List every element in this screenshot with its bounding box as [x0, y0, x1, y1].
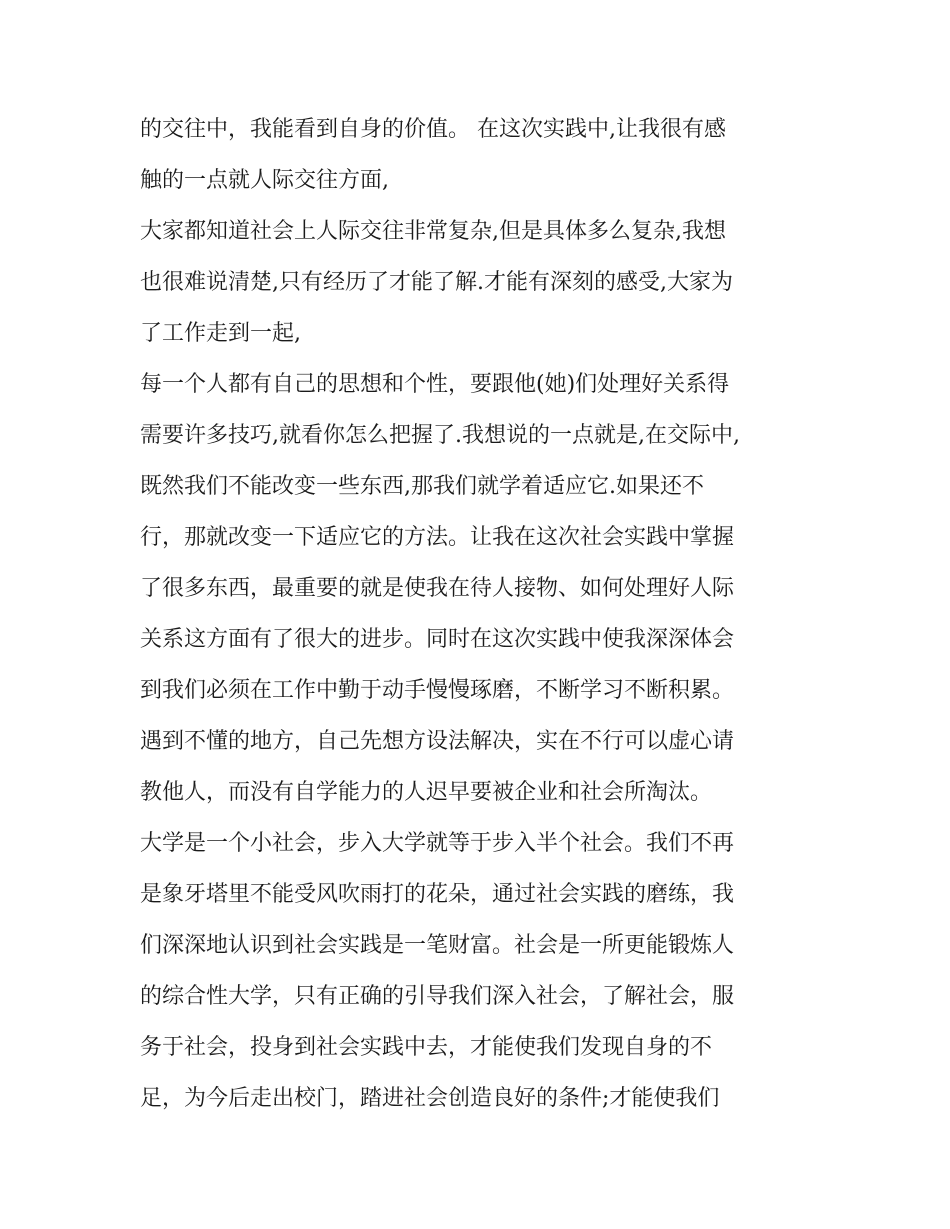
text-line: 了工作走到一起, — [140, 321, 301, 346]
text-line: 遇到不懂的地方，自己先想方设法解决，实在不行可以虚心请 — [140, 729, 735, 754]
text-line: 们深深地认识到社会实践是一笔财富。社会是一所更能锻炼人 — [140, 933, 735, 958]
text-line: 既然我们不能改变一些东西,那我们就学着适应它.如果还不 — [140, 474, 704, 499]
text-line: 的综合性大学，只有正确的引导我们深入社会，了解社会，服 — [140, 984, 735, 1009]
text-line: 大家都知道社会上人际交往非常复杂,但是具体多么复杂,我想 — [140, 219, 726, 244]
text-line: 务于社会，投身到社会实践中去，才能使我们发现自身的不 — [140, 1035, 713, 1060]
text-line: 大学是一个小社会，步入大学就等于步入半个社会。我们不再 — [140, 831, 735, 856]
text-line: 足，为今后走出校门，踏进社会创造良好的条件;才能使我们 — [140, 1086, 720, 1111]
text-line: 教他人，而没有自学能力的人迟早要被企业和社会所淘汰。 — [140, 780, 713, 805]
text-line: 的交往中，我能看到自身的价值。 在这次实践中,让我很有感 — [140, 117, 726, 142]
text-line: 需要许多技巧,就看你怎么把握了.我想说的一点就是,在交际中, — [140, 423, 740, 448]
text-line: 是象牙塔里不能受风吹雨打的花朵，通过社会实践的磨练，我 — [140, 882, 735, 907]
text-line: 关系这方面有了很大的进步。同时在这次实践中使我深深体会 — [140, 627, 735, 652]
text-line: 行，那就改变一下适应它的方法。让我在这次社会实践中掌握 — [140, 525, 735, 550]
text-line: 每一个人都有自己的思想和个性，要跟他(她)们处理好关系得 — [140, 372, 730, 397]
text-line: 了很多东西，最重要的就是使我在待人接物、如何处理好人际 — [140, 576, 735, 601]
text-line: 到我们必须在工作中勤于动手慢慢琢磨，不断学习不断积累。 — [140, 678, 735, 703]
text-line: 也很难说清楚,只有经历了才能了解.才能有深刻的感受,大家为 — [140, 270, 733, 295]
text-line: 触的一点就人际交往方面, — [140, 168, 389, 193]
